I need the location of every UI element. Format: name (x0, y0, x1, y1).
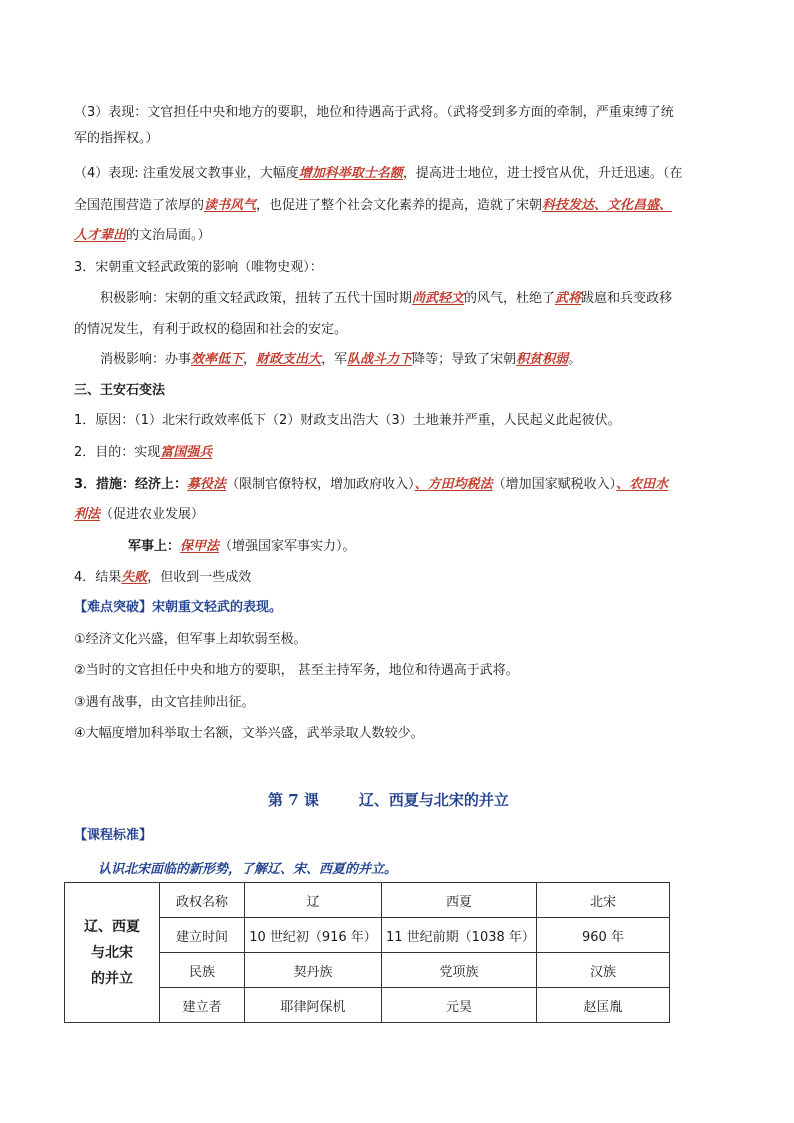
table-cell: 11 世纪前期（1038 年） (382, 918, 537, 953)
table-cell: 耶律阿保机 (245, 988, 382, 1023)
text: 4．结果 (74, 570, 122, 585)
table-cell: 民族 (160, 953, 245, 988)
text: 消极影响：办事 (100, 352, 192, 367)
text-line (74, 164, 682, 184)
table-cell: 建立时间 (160, 918, 245, 953)
text-line (74, 320, 347, 340)
heading-text: 【难点突破】宋朝重文轻武的表现。 (74, 600, 283, 615)
list-item (74, 724, 424, 744)
table-cell: 汉族 (537, 953, 670, 988)
text: 认识北宋面临的新形势，了解辽、宋、西夏的并立。 (98, 862, 398, 877)
text: 3．宋朝重文轻武政策的影响（唯物史观）： (74, 260, 323, 275)
table-cell: 党项族 (382, 953, 537, 988)
table-cell: 辽 (245, 883, 382, 918)
text: ③遇有战事，由文官挂帅出征。 (74, 695, 255, 710)
text: ②当时的文官担任中央和地方的要职， 甚至主持军务，地位和待遇高于武将。 (74, 663, 519, 678)
text: 军的指挥权。） (74, 131, 159, 146)
table-cell: 契丹族 (245, 953, 382, 988)
text-line (100, 289, 672, 309)
keyword: 募役法 (187, 477, 227, 492)
table-cell: 西夏 (382, 883, 537, 918)
table-cell: 960 年 (537, 918, 670, 953)
text: ，也促进了整个社会文化素养的提高，造就了宋朝 (256, 198, 543, 213)
table-cell: 赵匡胤 (537, 988, 670, 1023)
text: ，军 (321, 352, 348, 367)
text: （4）表现: 注重发展文教事业，大幅度 (74, 166, 299, 181)
label: 【课程标准】 (74, 828, 153, 843)
keyword: 利法 (74, 507, 101, 522)
table-cell: 北宋 (537, 883, 670, 918)
keyword: 增加科举取士名额 (298, 166, 403, 181)
text-line (74, 226, 211, 246)
text: 降等；导致了宋朝 (412, 352, 517, 367)
difficulty-heading (74, 598, 282, 618)
standard-text (98, 858, 397, 877)
table-cell: 元昊 (382, 988, 537, 1023)
keyword: 、农田水 (616, 477, 669, 492)
keyword: 效率低下 (191, 352, 244, 367)
text: ④大幅度增加科举取士名额，文举兴盛，武举录取人数较少。 (74, 726, 424, 741)
heading-text: 三、王安石变法 (74, 383, 166, 398)
table-side-header (65, 883, 160, 1023)
table-row (65, 883, 670, 918)
text: 2．目的：实现 (74, 445, 161, 460)
text-line (74, 411, 621, 431)
keyword: 武将 (555, 291, 582, 306)
text: 的情况发生，有利于政权的稳固和社会的安定。 (74, 322, 348, 337)
text-line (74, 568, 251, 588)
text: 。 (568, 352, 582, 367)
text: （促进农业发展） (100, 507, 205, 522)
text-line (100, 350, 581, 370)
text: （增强国家军事实力）。 (219, 539, 356, 554)
keyword: 尚武轻文 (412, 291, 465, 306)
lesson-name: 辽、西夏与北宋的并立 (358, 791, 509, 809)
text: 1．原因：（1）北宋行政效率低下（2）财政支出浩大（3）土地兼并严重，人民起义此起彼伏。 (74, 413, 621, 428)
standard-label (74, 826, 152, 846)
text: （3）表现：文官担任中央和地方的要职，地位和待遇高于武将。（武将受到多方面的牵制，严重束缚了统 (74, 105, 674, 120)
text: ，提高进士地位，进士授官从优，升迁迅速。（在 (402, 166, 683, 181)
text: 积极影响：宋朝的重文轻武政策，扭转了五代十国时期 (100, 291, 413, 306)
side-line: 与北宋 (91, 944, 133, 961)
keyword: 积贫积弱 (516, 352, 569, 367)
text: ，但收到一些成效 (147, 570, 252, 585)
list-item (74, 661, 519, 681)
keyword: 队战斗力下 (347, 352, 413, 367)
text-line (74, 505, 204, 525)
text-line (74, 129, 159, 149)
keyword: 富国强兵 (160, 445, 213, 460)
keyword: 保甲法 (180, 539, 220, 554)
text-line (74, 103, 674, 123)
lesson-title (268, 789, 509, 810)
side-line: 辽、西夏 (84, 918, 140, 935)
side-line: 的并立 (91, 970, 133, 987)
label: 军事上： (128, 539, 181, 554)
keyword: 科技发达、文化昌盛、 (542, 198, 673, 213)
keyword: 人才辈出 (74, 228, 127, 243)
label: 3．措施：经济上： (74, 477, 188, 492)
keyword: 、方田均税法 (414, 477, 493, 492)
list-item (74, 630, 307, 650)
text: 的风气，杜绝了 (464, 291, 556, 306)
comparison-table (64, 882, 670, 1023)
list-item (74, 693, 255, 713)
section-heading (74, 381, 165, 401)
text-line (128, 537, 356, 557)
keyword: 失败 (121, 570, 148, 585)
text: 跋扈和兵变政移 (581, 291, 673, 306)
keyword: 读书风气 (204, 198, 257, 213)
text: （增加国家赋税收入） (492, 477, 617, 492)
text: 全国范围营造了浓厚的 (74, 198, 205, 213)
text-line (74, 258, 323, 278)
text: 的文治局面。） (126, 228, 211, 243)
text-line (74, 443, 212, 463)
table-cell: 建立者 (160, 988, 245, 1023)
text: （限制官僚特权，增加政府收入） (226, 477, 415, 492)
keyword: 财政支出大 (256, 352, 322, 367)
text: ， (243, 352, 257, 367)
lesson-number: 第 7 课 (268, 791, 319, 809)
table-cell: 政权名称 (160, 883, 245, 918)
text-line (74, 475, 668, 495)
text: ①经济文化兴盛，但军事上却软弱至极。 (74, 632, 307, 647)
table-cell: 10 世纪初（916 年） (245, 918, 382, 953)
text-line (74, 196, 672, 216)
